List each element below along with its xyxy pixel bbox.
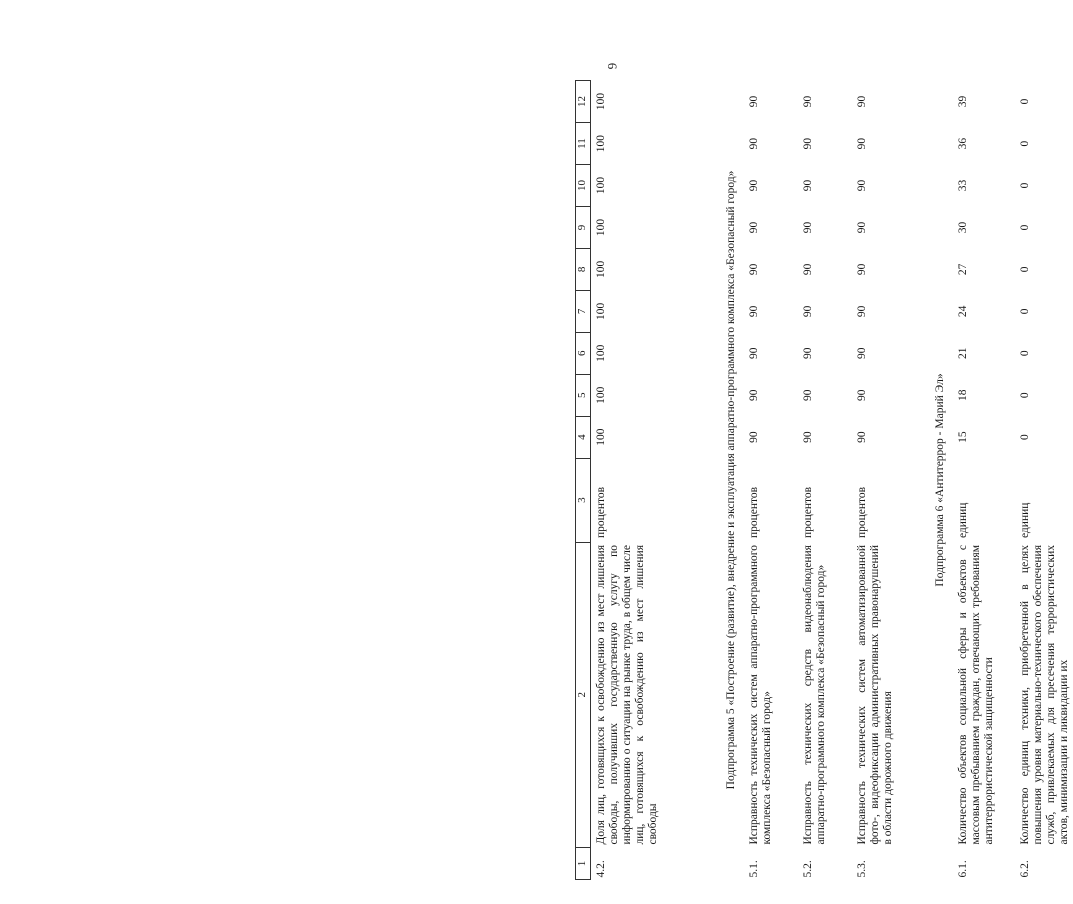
- row-value: 90: [748, 347, 760, 359]
- subprogram-heading-row: [717, 81, 744, 880]
- row-value: 90: [802, 263, 814, 276]
- row-value: 0: [1019, 224, 1031, 231]
- row-description: Исправность технических систем автоматизированной фото-, видеофиксации административных правонарушений в области дорожного движения: [856, 545, 894, 845]
- row-value: 100: [595, 260, 607, 278]
- row-value: 100: [595, 428, 607, 446]
- header-cell: 7: [576, 290, 591, 332]
- row-value: 21: [957, 347, 969, 359]
- row-value: 100: [595, 134, 607, 153]
- header-cell: 6: [576, 332, 591, 374]
- table-row: [852, 81, 926, 880]
- header-cell: 11: [576, 123, 591, 165]
- row-value: 0: [1019, 308, 1031, 315]
- page-number: 6: [605, 62, 620, 70]
- row-number: 5.3.: [856, 860, 868, 878]
- row-value: 36: [957, 137, 969, 150]
- header-cell: 2: [576, 542, 591, 848]
- row-value: 90: [802, 221, 814, 234]
- row-number: 5.2.: [802, 860, 814, 878]
- row-value: 0: [1019, 392, 1031, 399]
- row-value: 90: [802, 95, 814, 108]
- table-row: [798, 81, 852, 880]
- header-cell: 1: [576, 848, 591, 880]
- row-value: 90: [856, 389, 868, 401]
- row-value: 90: [748, 389, 760, 401]
- header-cell: 8: [576, 248, 591, 290]
- row-value: 90: [856, 179, 868, 192]
- rotated-page: [575, 80, 1070, 880]
- row-number: 6.1.: [957, 860, 969, 878]
- row-value: 90: [856, 221, 868, 234]
- row-value: 30: [957, 221, 969, 234]
- row-value: 90: [856, 95, 868, 108]
- row-value: 100: [595, 92, 607, 111]
- row-number: 6.2.: [1019, 860, 1031, 878]
- row-unit: процентов: [802, 486, 814, 539]
- row-description: Исправность технических систем аппаратно-программного комплекса «Безопасный город»: [748, 545, 773, 845]
- row-value: 90: [856, 137, 868, 150]
- row-number: 5.1.: [748, 860, 760, 878]
- row-value: 90: [856, 263, 868, 276]
- row-unit: процентов: [748, 486, 760, 539]
- row-value: 90: [748, 95, 760, 108]
- table-row: [953, 81, 1015, 880]
- row-value: 100: [595, 302, 607, 320]
- row-value: 90: [748, 179, 760, 192]
- row-value: 90: [856, 347, 868, 359]
- row-value: 90: [802, 305, 814, 318]
- header-cell: 10: [576, 165, 591, 207]
- indicators-table: [575, 80, 1073, 880]
- row-value: 90: [802, 137, 814, 150]
- row-value: 100: [595, 176, 607, 195]
- row-value: 90: [856, 431, 868, 443]
- row-value: 100: [595, 218, 607, 237]
- table-row: [1015, 81, 1073, 880]
- row-unit: процентов: [856, 486, 868, 539]
- row-value: 0: [1019, 182, 1031, 189]
- row-value: 33: [957, 179, 969, 192]
- row-description: Исправность технических средств видеонаблюдения аппаратно-программного комплекса «Безопасный город»: [802, 545, 827, 845]
- table-row: [591, 81, 718, 880]
- row-unit: единиц: [1019, 502, 1031, 539]
- row-value: 39: [957, 95, 969, 108]
- row-value: 90: [748, 305, 760, 318]
- row-value: 90: [748, 263, 760, 276]
- row-value: 0: [1019, 98, 1031, 105]
- header-cell: 3: [576, 458, 591, 542]
- row-value: 18: [957, 389, 969, 401]
- subprogram-heading-row: [926, 81, 953, 880]
- row-value: 27: [957, 263, 969, 276]
- row-description: Количество единиц техники, приобретенной в целях повышения уровня материально-технического обеспечения служб, привлекаемых для пресечения террористических актов, минимизации и ликвидации их: [1019, 545, 1070, 845]
- row-value: 90: [748, 221, 760, 234]
- row-value: 90: [802, 431, 814, 443]
- header-cell: 5: [576, 374, 591, 416]
- header-cell: 12: [576, 81, 591, 123]
- row-value: 90: [802, 347, 814, 359]
- row-value: 0: [1019, 434, 1031, 440]
- row-value: 90: [802, 179, 814, 192]
- row-number: 4.2.: [595, 860, 607, 878]
- header-row: [576, 81, 591, 880]
- subprogram-6-title: Подпрограмма 6 «Антитеррор - Марий Эл»: [934, 373, 946, 587]
- row-value: 0: [1019, 266, 1031, 273]
- subprogram-5-title: Подпрограмма 5 «Построение (развитие), внедрение и эксплуатация аппаратно-программного комплекса «Безопасный город»: [725, 170, 737, 790]
- header-cell: 4: [576, 416, 591, 458]
- row-value: 24: [957, 305, 969, 318]
- row-description: Количество объектов социальной сферы и объектов с массовым пребыванием граждан, отвечающих требованиям антитеррористической защищенности: [957, 545, 995, 845]
- row-value: 100: [595, 344, 607, 362]
- row-value: 0: [1019, 350, 1031, 357]
- row-value: 90: [802, 389, 814, 401]
- row-value: 90: [748, 431, 760, 443]
- row-value: 0: [1019, 140, 1031, 147]
- row-unit: единиц: [957, 502, 969, 539]
- row-value: 90: [748, 137, 760, 150]
- row-value: 15: [957, 431, 969, 443]
- table-row: [744, 81, 798, 880]
- row-value: 90: [856, 305, 868, 318]
- row-unit: процентов: [595, 486, 607, 539]
- row-value: 100: [595, 386, 607, 404]
- row-description: Доля лиц, готовящихся к освобождению из мест лишения свободы, получивших государственную услугу по информированию о ситуации на рынке труда, в общем числе лиц, готовящихся к освобождению из мест лишения свободы: [595, 545, 659, 845]
- header-cell: 9: [576, 206, 591, 248]
